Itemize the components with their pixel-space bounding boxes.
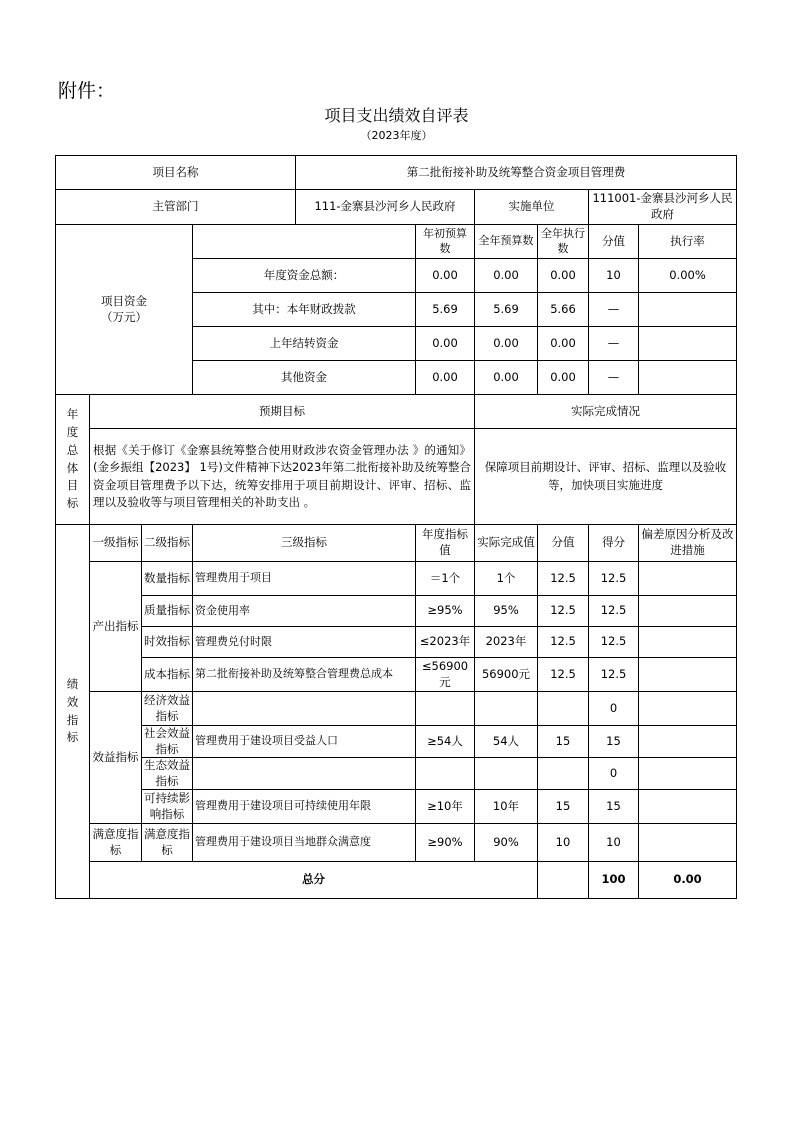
- indicator-actual: 2023年: [475, 627, 538, 658]
- indicator-score-value: [538, 692, 589, 726]
- indicator-level3: [193, 758, 416, 790]
- indicator-actual: [475, 692, 538, 726]
- indicator-deviation: [639, 562, 737, 596]
- indicator-actual: 54人: [475, 726, 538, 758]
- indicator-deviation: [639, 596, 737, 627]
- funds-row-executed: 0.00: [538, 327, 589, 361]
- actual-goal-header: 实际完成情况: [475, 395, 737, 429]
- indicator-level3: [193, 692, 416, 726]
- funds-row-rate: [639, 327, 737, 361]
- funds-row-annual: 0.00: [475, 259, 538, 293]
- funds-row-annual: 5.69: [475, 293, 538, 327]
- indicator-score-value: 12.5: [538, 658, 589, 692]
- indicator-level2: 成本指标: [142, 658, 193, 692]
- indicator-score: 15: [589, 726, 639, 758]
- indicator-target: ≥10年: [416, 790, 475, 824]
- indicator-level2: 社会效益指标: [142, 726, 193, 758]
- funds-row-rate: [639, 361, 737, 395]
- indicator-level3: 管理费兑付时限: [193, 627, 416, 658]
- funds-row-initial: 0.00: [416, 361, 475, 395]
- indicator-score-value: 15: [538, 726, 589, 758]
- funds-row-annual: 0.00: [475, 327, 538, 361]
- funds-header-annual: 全年预算数: [475, 225, 538, 259]
- funds-row-initial: 0.00: [416, 259, 475, 293]
- group-benefit: 效益指标: [90, 692, 142, 824]
- expected-goal-text: 根据《关于修订《金寨县统筹整合使用财政涉农资金管理办法 》的通知》(金乡振组【2023】 1号)文件精神下达2023年第二批衔接补助及统筹整合资金项目管理费予以下达，统筹安排用于项目前期设计、评审、招标、监理以及验收等与项目管理相关的补助支出 。: [90, 429, 475, 525]
- funds-row-score_value: —: [589, 361, 639, 395]
- header-level3: 三级指标: [193, 525, 416, 562]
- indicator-target: ＝1个: [416, 562, 475, 596]
- indicator-actual: 90%: [475, 824, 538, 862]
- attachment-label: 附件：: [58, 80, 116, 102]
- indicator-score: 12.5: [589, 596, 639, 627]
- dept-label: 主管部门: [56, 190, 296, 225]
- total-blank: [538, 862, 589, 899]
- total-score: 0.00: [639, 862, 737, 899]
- funds-row-rate: [639, 293, 737, 327]
- indicator-deviation: [639, 824, 737, 862]
- indicator-level2: 满意度指标: [142, 824, 193, 862]
- indicator-level2: 经济效益指标: [142, 692, 193, 726]
- funds-row-score_value: —: [589, 293, 639, 327]
- indicator-level3: 管理费用于建设项目当地群众满意度: [193, 824, 416, 862]
- indicator-score: 0: [589, 758, 639, 790]
- indicator-actual: 1个: [475, 562, 538, 596]
- indicator-score: 12.5: [589, 627, 639, 658]
- funds-row-initial: 0.00: [416, 327, 475, 361]
- indicator-target: ≥54人: [416, 726, 475, 758]
- funds-header-score_value: 分值: [589, 225, 639, 259]
- header-deviation: 偏差原因分析及改进措施: [639, 525, 737, 562]
- indicator-deviation: [639, 658, 737, 692]
- indicator-target: [416, 758, 475, 790]
- indicator-deviation: [639, 790, 737, 824]
- indicator-target: ≥90%: [416, 824, 475, 862]
- indicator-level3: 管理费用于建设项目可持续使用年限: [193, 790, 416, 824]
- funds-row-score_value: —: [589, 327, 639, 361]
- indicator-level3: 第二批衔接补助及统筹整合管理费总成本: [193, 658, 416, 692]
- funds-row-score_value: 10: [589, 259, 639, 293]
- total-label: 总分: [90, 862, 538, 899]
- indicator-score-value: 12.5: [538, 627, 589, 658]
- header-level2: 二级指标: [142, 525, 193, 562]
- funds-row-executed: 0.00: [538, 361, 589, 395]
- indicator-actual: 95%: [475, 596, 538, 627]
- indicator-score-value: 10: [538, 824, 589, 862]
- expected-goal-header: 预期目标: [90, 395, 475, 429]
- goals-label: 年 度 总 体 目 标: [56, 395, 90, 525]
- indicator-deviation: [639, 627, 737, 658]
- indicator-score-value: 12.5: [538, 596, 589, 627]
- header-level1: 一级指标: [90, 525, 142, 562]
- funds-header-executed: 全年执行数: [538, 225, 589, 259]
- indicator-target: ≤56900元: [416, 658, 475, 692]
- funds-header-blank: [193, 225, 416, 259]
- indicator-score: 15: [589, 790, 639, 824]
- funds-header-initial: 年初预算数: [416, 225, 475, 259]
- group-satisfaction: 满意度指标: [90, 824, 142, 862]
- funds-row-label: 其中：本年财政拨款: [193, 293, 416, 327]
- funds-row-label: 年度资金总额：: [193, 259, 416, 293]
- indicator-score-value: 12.5: [538, 562, 589, 596]
- actual-goal-text: 保障项目前期设计、评审、招标、监理以及验收等，加快项目实施进度: [475, 429, 737, 525]
- group-output: 产出指标: [90, 562, 142, 692]
- indicator-target: ≥95%: [416, 596, 475, 627]
- indicators-label: 绩 效 指 标: [56, 525, 90, 899]
- indicator-actual: 10年: [475, 790, 538, 824]
- funds-row-executed: 5.66: [538, 293, 589, 327]
- funds-row-label: 上年结转资金: [193, 327, 416, 361]
- indicator-target: [416, 692, 475, 726]
- funds-header-rate: 执行率: [639, 225, 737, 259]
- funds-row-annual: 0.00: [475, 361, 538, 395]
- indicator-target: ≤2023年: [416, 627, 475, 658]
- indicator-level2: 生态效益指标: [142, 758, 193, 790]
- dept-value: 111-金寨县沙河乡人民政府: [296, 190, 475, 225]
- indicator-level3: 资金使用率: [193, 596, 416, 627]
- header-score-value: 分值: [538, 525, 589, 562]
- indicator-score-value: 15: [538, 790, 589, 824]
- indicator-deviation: [639, 758, 737, 790]
- header-actual: 实际完成值: [475, 525, 538, 562]
- header-target: 年度指标值: [416, 525, 475, 562]
- indicator-level3: 管理费用于项目: [193, 562, 416, 596]
- indicator-deviation: [639, 692, 737, 726]
- funds-row-rate: 0.00%: [639, 259, 737, 293]
- indicator-level2: 时效指标: [142, 627, 193, 658]
- indicator-score: 12.5: [589, 562, 639, 596]
- total-score-value: 100: [589, 862, 639, 899]
- indicator-deviation: [639, 726, 737, 758]
- funds-row-executed: 0.00: [538, 259, 589, 293]
- header-score: 得分: [589, 525, 639, 562]
- indicator-actual: 56900元: [475, 658, 538, 692]
- project-name-label: 项目名称: [56, 156, 296, 190]
- indicator-score: 0: [589, 692, 639, 726]
- indicator-score: 12.5: [589, 658, 639, 692]
- indicator-level2: 可持续影响指标: [142, 790, 193, 824]
- indicator-level3: 管理费用于建设项目受益人口: [193, 726, 416, 758]
- indicator-level2: 数量指标: [142, 562, 193, 596]
- page-title: 项目支出绩效自评表: [324, 106, 469, 125]
- funds-row-label: 其他资金: [193, 361, 416, 395]
- funds-row-initial: 5.69: [416, 293, 475, 327]
- indicator-level2: 质量指标: [142, 596, 193, 627]
- indicator-score-value: [538, 758, 589, 790]
- year-subtitle: （2023年度）: [360, 129, 433, 142]
- impl-label: 实施单位: [475, 190, 589, 225]
- funds-label: 项目资金 （万元）: [56, 225, 193, 395]
- impl-value: 111001-金寨县沙河乡人民政府: [589, 190, 737, 225]
- indicator-actual: [475, 758, 538, 790]
- project-name: 第二批衔接补助及统筹整合资金项目管理费: [296, 156, 737, 190]
- indicator-score: 10: [589, 824, 639, 862]
- performance-table: [55, 155, 737, 899]
